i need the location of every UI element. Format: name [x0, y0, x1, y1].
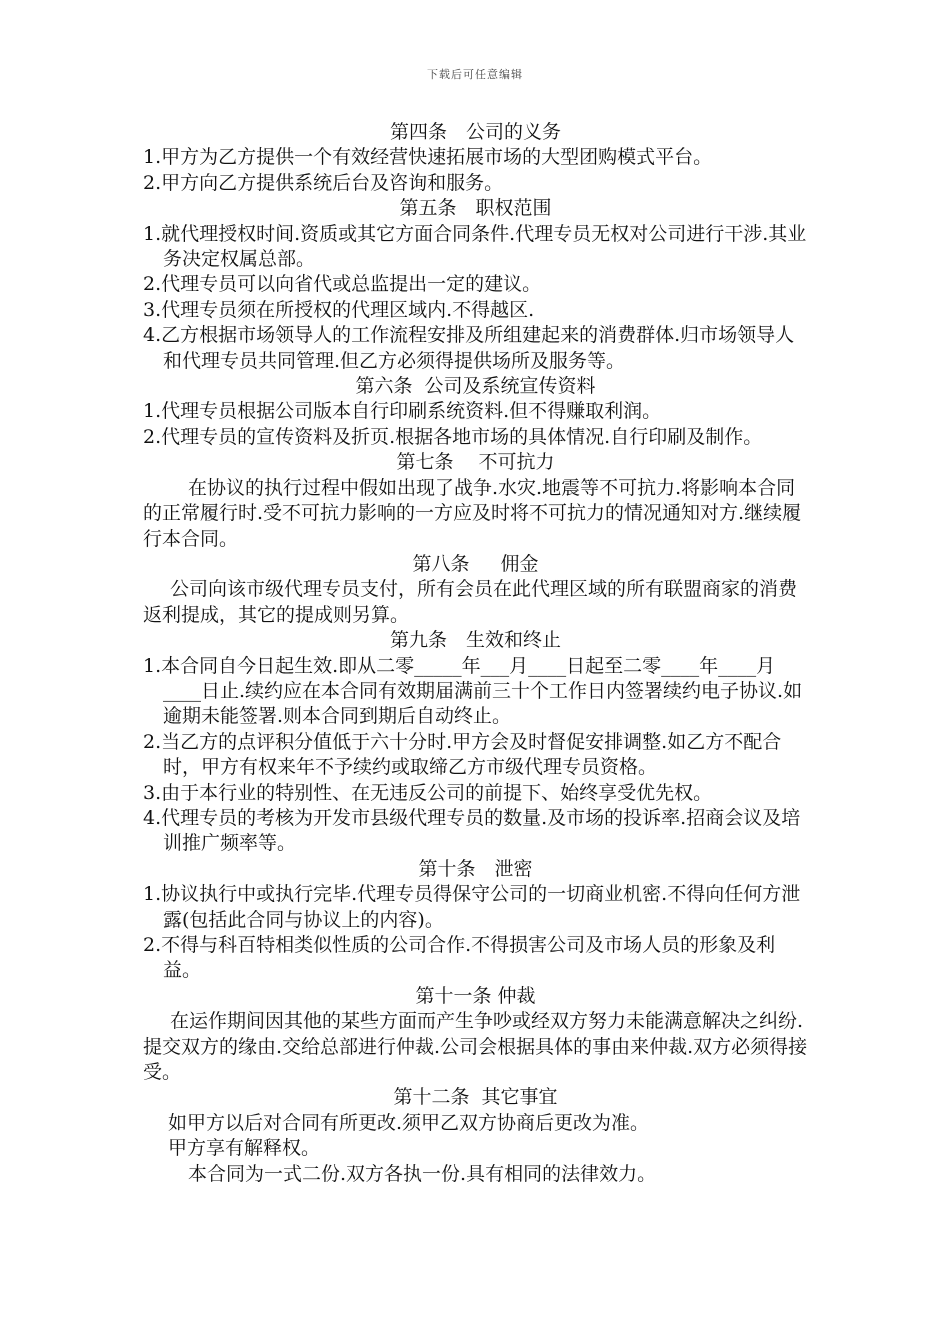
- article-7-title: 第七条 不可抗力: [396, 451, 555, 474]
- article-6-item-2: 2.代理专员的宣传资料及折页.根据各地市场的具体情况.自行印刷及制作。: [143, 425, 763, 448]
- article-6-item-1: 1.代理专员根据公司版本自行印刷系统资料.但不得赚取利润。: [143, 400, 662, 423]
- article-5-item-2: 2.代理专员可以向省代或总监提出一定的建议。: [143, 273, 542, 296]
- article-5-item-1: 1.就代理授权时间.资质或其它方面合同条件.代理专员无权对公司进行干涉.其业务决定权属总部。: [143, 222, 807, 271]
- article-8-paragraph: 公司向该市级代理专员支付，所有会员在此代理区域的所有联盟商家的消费返利提成，其它的提成则另算。: [143, 578, 798, 626]
- article-12-line-3: 本合同为一式二份.双方各执一份.具有相同的法律效力。: [188, 1162, 657, 1185]
- article-12-line-2: 甲方享有解释权。: [168, 1137, 321, 1160]
- article-8-title: 第八条 佣金: [412, 552, 539, 575]
- article-10-item-2: 2.不得与科百特相类似性质的公司合作.不得损害公司及市场人员的形象及利益。: [143, 934, 776, 982]
- article-12-line-1: 如甲方以后对合同有所更改.须甲乙双方协商后更改为准。: [168, 1111, 650, 1134]
- article-12-title: 第十二条 其它事宜: [393, 1086, 558, 1109]
- article-9-item-3: 3.由于本行业的特别性、在无违反公司的前提下、始终享受优先权。: [143, 781, 713, 804]
- article-11-paragraph: 在运作期间因其他的某些方面而产生争吵或经双方努力未能满意解决之纠纷.提交双方的缘由.交给总部进行仲裁.公司会根据具体的事由来仲裁.双方必须得接受。: [143, 1010, 808, 1084]
- article-4-item-2: 2.甲方向乙方提供系统后台及咨询和服务。: [143, 171, 504, 194]
- article-10-item-1: 1.协议执行中或执行完毕.代理专员得保守公司的一切商业机密.不得向任何方泄露(包括此合同与协议上的内容)。: [143, 883, 801, 931]
- article-9-title: 第九条 生效和终止: [389, 629, 561, 652]
- article-9-item-4: 4.代理专员的考核为开发市县级代理专员的数量.及市场的投诉率.招商会议及培训推广频率等。: [143, 806, 801, 855]
- article-5-item-4: 4.乙方根据市场领导人的工作流程安排及所组建起来的消费群体.归市场领导人和代理专员共同管理.但乙方必须得提供场所及服务等。: [143, 324, 795, 372]
- contract-body: [143, 120, 808, 1187]
- article-9-item-1: 1.本合同自今日起生效.即从二零_____年___月____日起至二零____年____月____日止.续约应在本合同有效期届满前三十个工作日内签署续约电子协议.如逾期未能签署.则本合同到期后自动终止。: [143, 654, 803, 728]
- article-5-item-3: 3.代理专员须在所授权的代理区域内.不得越区.: [143, 298, 535, 321]
- page-header: 下载后可任意编辑: [427, 68, 523, 81]
- article-10-title: 第十条 泄密: [418, 857, 533, 880]
- article-4-title: 第四条 公司的义务: [389, 121, 561, 143]
- article-11-title: 第十一条 仲裁: [415, 984, 536, 1007]
- article-4-item-1: 1.甲方为乙方提供一个有效经营快速拓展市场的大型团购模式平台。: [143, 146, 713, 169]
- article-7-paragraph: 在协议的执行过程中假如出现了战争.水灾.地震等不可抗力.将影响本合同的正常履行时.受不可抗力影响的一方应及时将不可抗力的情况通知对方.继续履行本合同。: [143, 476, 802, 550]
- article-6-title: 第六条 公司及系统宣传资料: [355, 375, 596, 398]
- article-5-title: 第五条 职权范围: [399, 197, 552, 220]
- article-9-item-2: 2.当乙方的点评积分值低于六十分时.甲方会及时督促安排调整.如乙方不配合时，甲方有权来年不予续约或取缔乙方市级代理专员资格。: [143, 730, 782, 779]
